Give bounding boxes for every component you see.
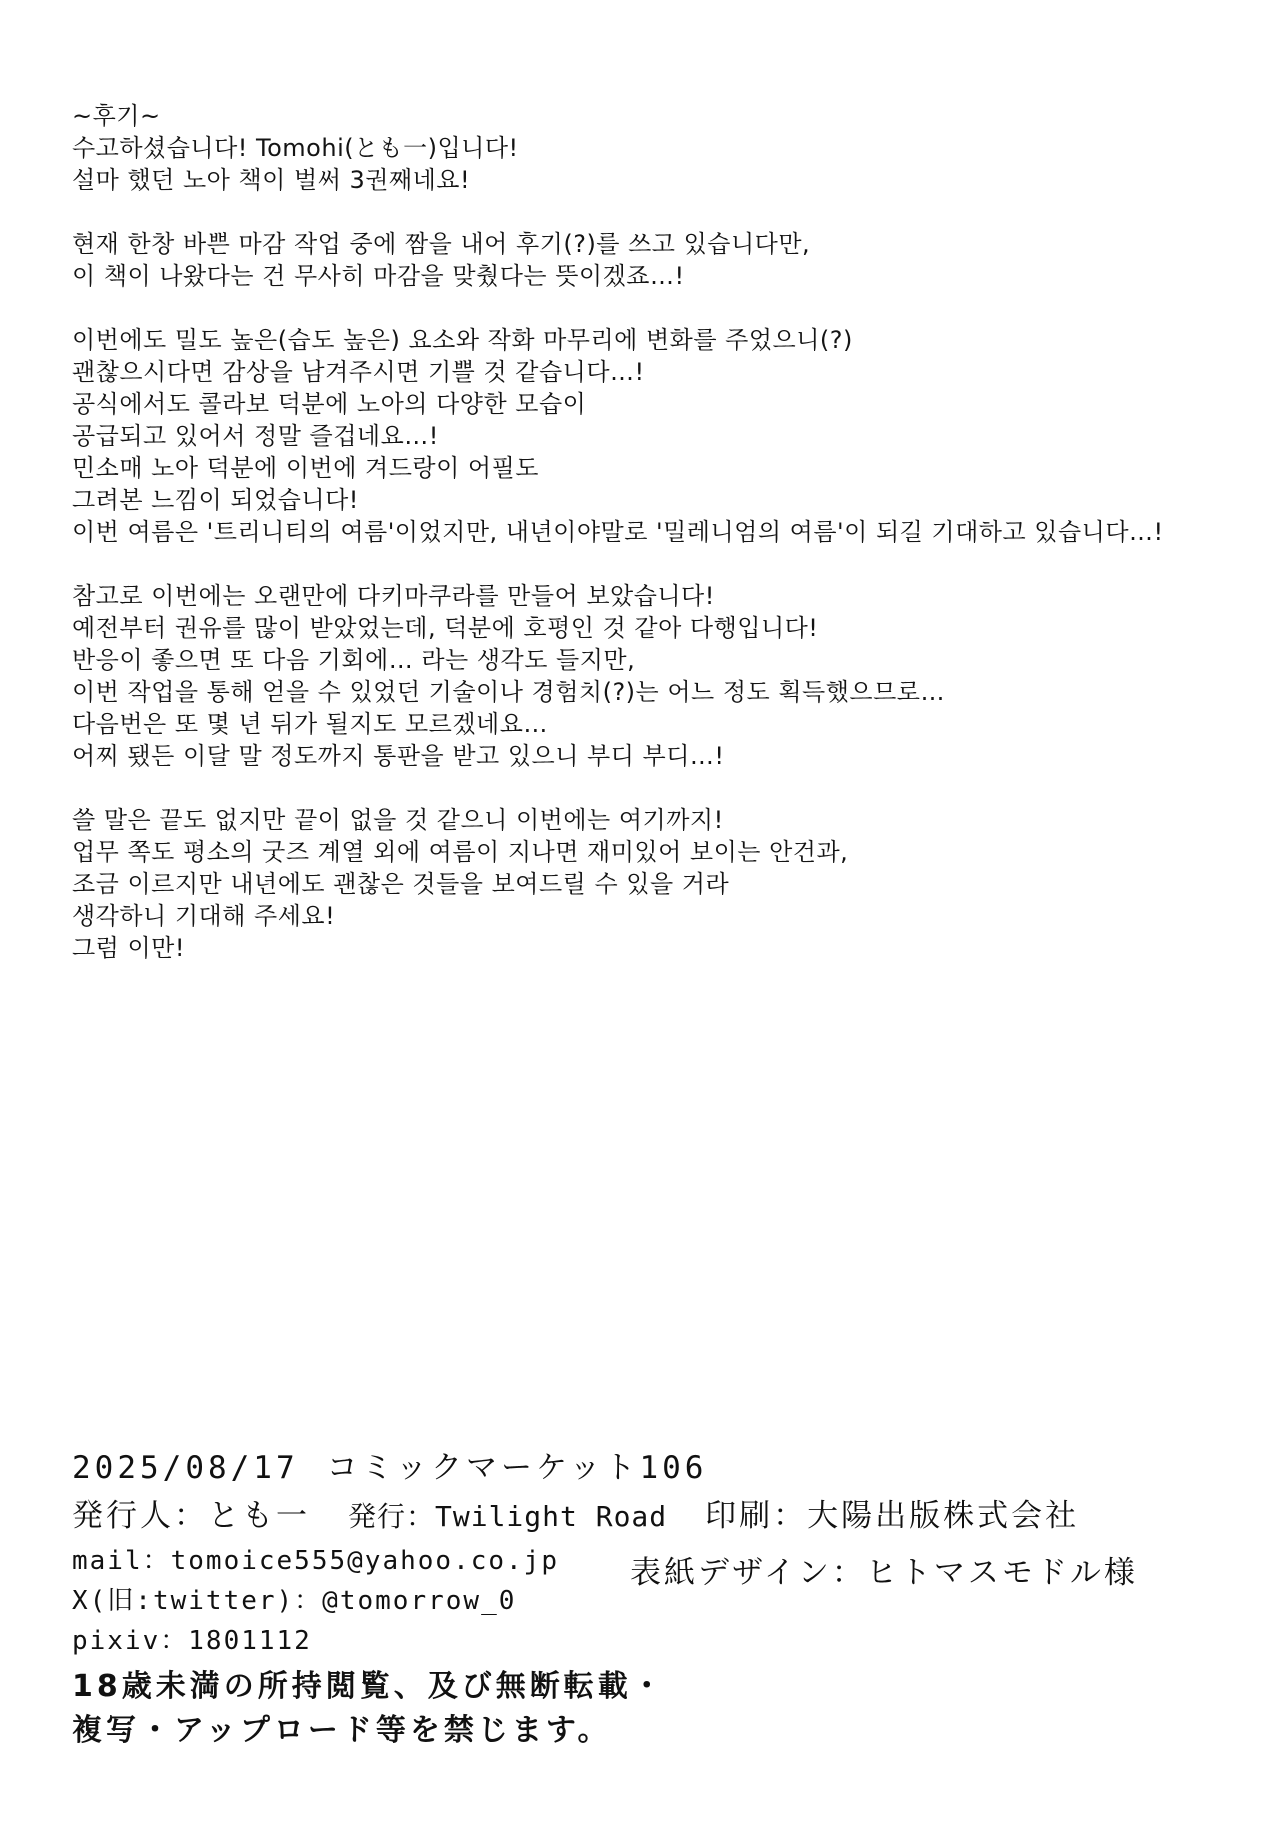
- publisher-row: [72, 1491, 1222, 1541]
- afterword-line: 생각하니 기대해 주세요!: [72, 902, 336, 930]
- author: 発行人：とも一: [72, 1498, 310, 1534]
- legal-notice-line-1: 18歳未満の所持閲覧、及び無断転載・: [72, 1669, 666, 1704]
- paragraph-gap: [72, 772, 1222, 804]
- publication-date: 2025/08/17: [72, 1450, 299, 1486]
- afterword-line: 민소매 노아 덕분에 이번에 겨드랑이 어필도: [72, 454, 539, 482]
- afterword-text: [72, 100, 1222, 964]
- afterword-line: 조금 이르지만 내년에도 괜찮은 것들을 보여드릴 수 있을 거라: [72, 870, 730, 898]
- event-line: [72, 1445, 1222, 1491]
- contact-block: [72, 1541, 1222, 1665]
- publisher: 発行：Twilight Road: [348, 1500, 668, 1533]
- afterword-line: 반응이 좋으면 또 다음 기회에… 라는 생각도 들지만,: [72, 646, 636, 674]
- afterword-line: 참고로 이번에는 오랜만에 다키마쿠라를 만들어 보았습니다!: [72, 582, 715, 610]
- afterword-line: 공식에서도 콜라보 덕분에 노아의 다양한 모습이: [72, 390, 587, 418]
- afterword-line: 쓸 말은 끝도 없지만 끝이 없을 것 같으니 이번에는 여기까지!: [72, 806, 724, 834]
- afterword-line: 이번 여름은 '트리니티의 여름'이었지만, 내년이야말로 '밀레니엄의 여름'이 되길 기대하고 있습니다…!: [72, 518, 1164, 546]
- twitter-handle: X(旧:twitter)：@tomorrow_0: [72, 1586, 517, 1616]
- afterword-line: 이 책이 나왔다는 건 무사히 마감을 맞췄다는 뜻이겠죠…!: [72, 262, 685, 290]
- colophon: [72, 1445, 1222, 1753]
- paragraph-gap: [72, 292, 1222, 324]
- afterword-line: 이번에도 밀도 높은(습도 높은) 요소와 작화 마무리에 변화를 주었으니(?): [72, 326, 853, 354]
- legal-notice-line-2: 複写・アップロード等を禁じます。: [72, 1713, 612, 1748]
- afterword-line: 다음번은 또 몇 년 뒤가 될지도 모르겠네요…: [72, 710, 548, 738]
- mail-address: mail：tomoice555@yahoo.co.jp: [72, 1546, 559, 1576]
- pixiv-id: pixiv：1801112: [72, 1626, 312, 1656]
- afterword-line: 수고하셨습니다! Tomohi(とも一)입니다!: [72, 134, 519, 162]
- afterword-line: 현재 한창 바쁜 마감 작업 중에 짬을 내어 후기(?)를 쓰고 있습니다만,: [72, 230, 811, 258]
- printer: 印刷：大陽出版株式会社: [705, 1498, 1080, 1534]
- afterword-line: ~후기~: [72, 102, 161, 130]
- afterword-line: 그럼 이만!: [72, 934, 185, 962]
- afterword-line: 설마 했던 노아 책이 벌써 3권째네요!: [72, 166, 471, 194]
- paragraph-gap: [72, 196, 1222, 228]
- afterword-line: 괜찮으시다면 감상을 남겨주시면 기쁠 것 같습니다…!: [72, 358, 645, 386]
- afterword-line: 공급되고 있어서 정말 즐겁네요…!: [72, 422, 439, 450]
- paragraph-gap: [72, 548, 1222, 580]
- cover-design-credit: 表紙デザイン：ヒトマスモドル様: [630, 1555, 1138, 1591]
- event-name: コミックマーケット106: [326, 1450, 708, 1486]
- afterword-line: 어찌 됐든 이달 말 정도까지 통판을 받고 있으니 부디 부디…!: [72, 742, 725, 770]
- afterword-line: 그려본 느낌이 되었습니다!: [72, 486, 359, 514]
- afterword-line: 이번 작업을 통해 얻을 수 있었던 기술이나 경험치(?)는 어느 정도 획득했으므로…: [72, 678, 945, 706]
- afterword-line: 업무 쪽도 평소의 굿즈 계열 외에 여름이 지나면 재미있어 보이는 안건과,: [72, 838, 849, 866]
- afterword-line: 예전부터 권유를 많이 받았었는데, 덕분에 호평인 것 같아 다행입니다!: [72, 614, 819, 642]
